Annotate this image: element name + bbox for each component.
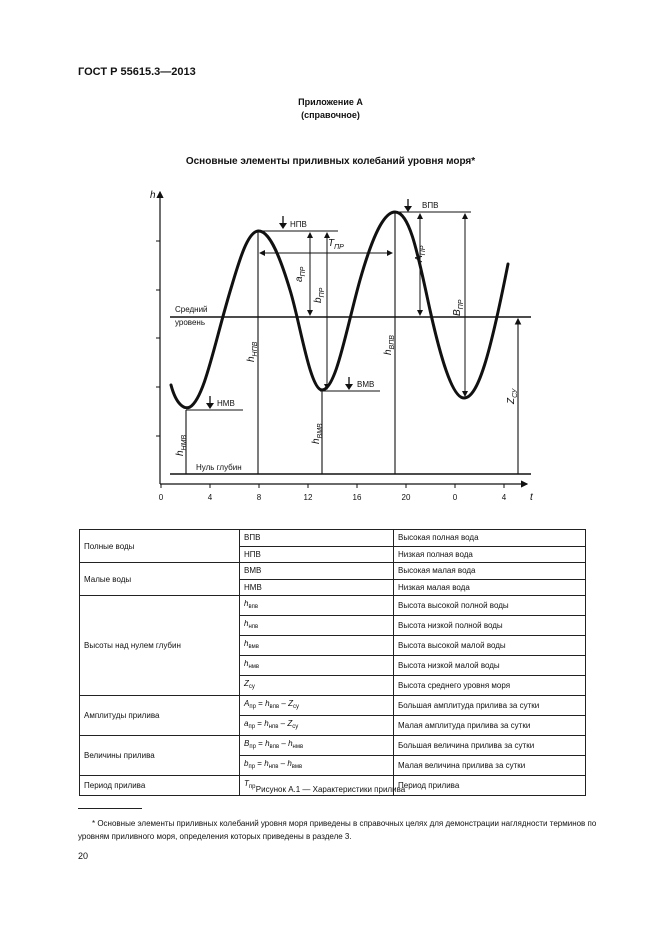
term-description: Большая амплитуда прилива за сутки bbox=[394, 696, 586, 716]
term-symbol bbox=[240, 530, 394, 547]
symbol-main: B bbox=[244, 739, 250, 749]
symbol-text: НПВ bbox=[244, 549, 261, 559]
term-symbol bbox=[240, 579, 394, 596]
svg-text:AПР: $A_{ПР}$ bbox=[414, 245, 427, 262]
symbol-main: h bbox=[264, 719, 269, 729]
term-symbol bbox=[240, 756, 394, 776]
x-tick-label: 0 bbox=[158, 493, 164, 502]
symbol-sub: су bbox=[292, 704, 299, 711]
document-header: ГОСТ Р 55615.3—2013 bbox=[78, 66, 196, 78]
symbol-main: h bbox=[287, 759, 292, 769]
symbol-text: НМВ bbox=[244, 583, 262, 593]
symbol-sub: нпв bbox=[268, 764, 279, 771]
symbol-sub: впв bbox=[269, 704, 280, 711]
footnote: * Основные элементы приливных колебаний уровня моря приведены в справочных целях для демонстрации наглядности терминов по уровням приливного моря, определения которых приведены в разделе 3. bbox=[78, 819, 597, 841]
equals-sign: = bbox=[258, 739, 263, 749]
symbol-main: a bbox=[244, 719, 249, 729]
x-tick-label: 12 bbox=[303, 493, 313, 502]
mean-level-label-1: Средний bbox=[175, 305, 208, 314]
term-symbol bbox=[240, 656, 394, 676]
symbol-sub: нмв bbox=[292, 744, 304, 751]
symbol-main: h bbox=[244, 619, 249, 629]
symbol-sub: пр bbox=[248, 784, 256, 791]
symbol-sub: вмв bbox=[291, 764, 303, 771]
x-ticks bbox=[159, 484, 507, 502]
svg-text:hНМВ: $h_{НМВ}$ bbox=[175, 434, 188, 456]
terms-table bbox=[79, 529, 586, 796]
table-row bbox=[80, 530, 586, 547]
x-tick-label: 0 bbox=[452, 493, 458, 502]
term-description: Высота низкой полной воды bbox=[394, 616, 586, 636]
figure-title: Основные элементы приливных колебаний уровня моря* bbox=[185, 156, 476, 167]
minus-sign: – bbox=[280, 719, 286, 729]
symbol-text: ВПВ bbox=[244, 533, 261, 543]
symbol-sub: пр bbox=[249, 744, 256, 751]
B-pr-symbol bbox=[452, 299, 465, 316]
zero-depth-label: Нуль глубин bbox=[196, 463, 242, 472]
term-description: Низкая полная вода bbox=[394, 546, 586, 563]
term-symbol bbox=[240, 563, 394, 580]
symbol-main: h bbox=[244, 599, 249, 609]
term-description: Высота высокой полной воды bbox=[394, 596, 586, 616]
symbol-main: h bbox=[264, 759, 269, 769]
symbol-sub: вмв bbox=[248, 644, 259, 651]
figure-caption: Рисунок А.1 — Характеристики прилива bbox=[255, 785, 406, 794]
symbol-main: Z bbox=[287, 719, 293, 729]
x-tick-label: 4 bbox=[207, 493, 213, 502]
term-description: Высота среднего уровня моря bbox=[394, 676, 586, 696]
term-symbol bbox=[240, 636, 394, 656]
term-symbol bbox=[240, 616, 394, 636]
x-axis-label: t bbox=[530, 492, 533, 503]
symbol-sub: пр bbox=[249, 704, 256, 711]
term-description: Малая амплитуда прилива за сутки bbox=[394, 716, 586, 736]
svg-text:hНПВ: $h_{НПВ}$ bbox=[246, 341, 259, 362]
x-tick-label: 16 bbox=[352, 493, 362, 502]
term-group: Период прилива bbox=[80, 776, 240, 796]
term-description: Малая величина прилива за сутки bbox=[394, 756, 586, 776]
vmv-marker bbox=[345, 377, 374, 390]
y-axis-label: h bbox=[150, 190, 156, 201]
npv-label: НПВ bbox=[290, 220, 307, 229]
term-description: Высота высокой малой воды bbox=[394, 636, 586, 656]
symbol-sub: впв bbox=[269, 744, 280, 751]
minus-sign: – bbox=[281, 699, 286, 709]
svg-text:hВМВ: $h_{ВМВ}$ bbox=[311, 423, 324, 444]
symbol-main: Z bbox=[288, 699, 293, 709]
table-row bbox=[80, 563, 586, 580]
term-group: Малые воды bbox=[80, 563, 240, 596]
symbol-text: ВМВ bbox=[244, 566, 262, 576]
symbol-main: h bbox=[265, 739, 270, 749]
term-description: Высота низкой малой воды bbox=[394, 656, 586, 676]
mean-level-label-2: уровень bbox=[175, 318, 206, 327]
symbol-sub: нмв bbox=[248, 664, 260, 671]
vpv-marker bbox=[404, 199, 438, 212]
symbol-main: A bbox=[244, 699, 250, 709]
x-tick-label: 20 bbox=[401, 493, 411, 502]
vpv-label: ВПВ bbox=[422, 201, 439, 210]
nmv-marker bbox=[206, 396, 235, 409]
appendix-subtitle: (справочное) bbox=[301, 110, 360, 120]
equals-sign: = bbox=[258, 699, 263, 709]
b-pr-symbol bbox=[313, 287, 326, 303]
x-tick-label: 8 bbox=[256, 493, 262, 502]
appendix-title: Приложение А bbox=[298, 97, 363, 107]
table-row bbox=[80, 596, 586, 616]
npv-marker bbox=[279, 216, 307, 229]
symbol-main: h bbox=[244, 639, 249, 649]
term-symbol bbox=[240, 716, 394, 736]
h-npv-symbol bbox=[246, 341, 259, 362]
t-pr-symbol: $T_{ПР}$ bbox=[328, 238, 344, 251]
table-row bbox=[80, 736, 586, 756]
symbol-sub: су bbox=[248, 684, 255, 691]
svg-text:aПР: $a_{ПР}$ bbox=[294, 266, 307, 282]
term-description: Большая величина прилива за сутки bbox=[394, 736, 586, 756]
svg-text:hВПВ: $h_{ВПВ}$ bbox=[383, 335, 396, 355]
term-description: Высокая малая вода bbox=[394, 563, 586, 580]
term-description: Высокая полная вода bbox=[394, 530, 586, 547]
term-group: Амплитуды прилива bbox=[80, 696, 240, 736]
minus-sign: – bbox=[281, 739, 286, 749]
symbol-sub: впв bbox=[248, 604, 259, 611]
svg-text:bПР: $b_{ПР}$ bbox=[313, 287, 326, 303]
term-symbol bbox=[240, 676, 394, 696]
symbol-main: b bbox=[244, 759, 249, 769]
table-row bbox=[80, 696, 586, 716]
minus-sign: – bbox=[280, 759, 286, 769]
symbol-sub: нпв bbox=[268, 724, 279, 731]
symbol-main: Z bbox=[244, 679, 249, 689]
term-symbol bbox=[240, 546, 394, 563]
symbol-main: h bbox=[265, 699, 270, 709]
symbol-main: h bbox=[244, 659, 249, 669]
term-description: Период прилива bbox=[394, 776, 586, 796]
symbol-sub: су bbox=[292, 724, 299, 731]
nmv-label: НМВ bbox=[217, 399, 235, 408]
term-symbol bbox=[240, 696, 394, 716]
a-pr-symbol bbox=[294, 266, 307, 282]
term-group: Величины прилива bbox=[80, 736, 240, 776]
term-symbol bbox=[240, 736, 394, 756]
equals-sign: = bbox=[257, 759, 262, 769]
page-number: 20 bbox=[78, 851, 89, 861]
symbol-sub: пр bbox=[248, 764, 256, 771]
symbol-sub: пр bbox=[248, 724, 256, 731]
svg-text:ZСУ: $Z_{СУ}$ bbox=[506, 388, 519, 404]
x-tick-label: 4 bbox=[501, 493, 507, 502]
h-vpv-symbol bbox=[383, 335, 396, 355]
term-group: Высоты над нулем глубин bbox=[80, 596, 240, 696]
symbol-sub: нпв bbox=[248, 624, 259, 631]
svg-text:BПР: $B_{ПР}$ bbox=[452, 299, 465, 316]
symbol-main: T bbox=[244, 779, 249, 789]
term-description: Низкая малая вода bbox=[394, 579, 586, 596]
vmv-label: ВМВ bbox=[357, 380, 375, 389]
footnote-rule bbox=[78, 808, 142, 809]
z-su-symbol bbox=[506, 387, 519, 405]
equals-sign: = bbox=[257, 719, 262, 729]
symbol-main: h bbox=[288, 739, 293, 749]
term-group: Полные воды bbox=[80, 530, 240, 563]
term-symbol bbox=[240, 596, 394, 616]
